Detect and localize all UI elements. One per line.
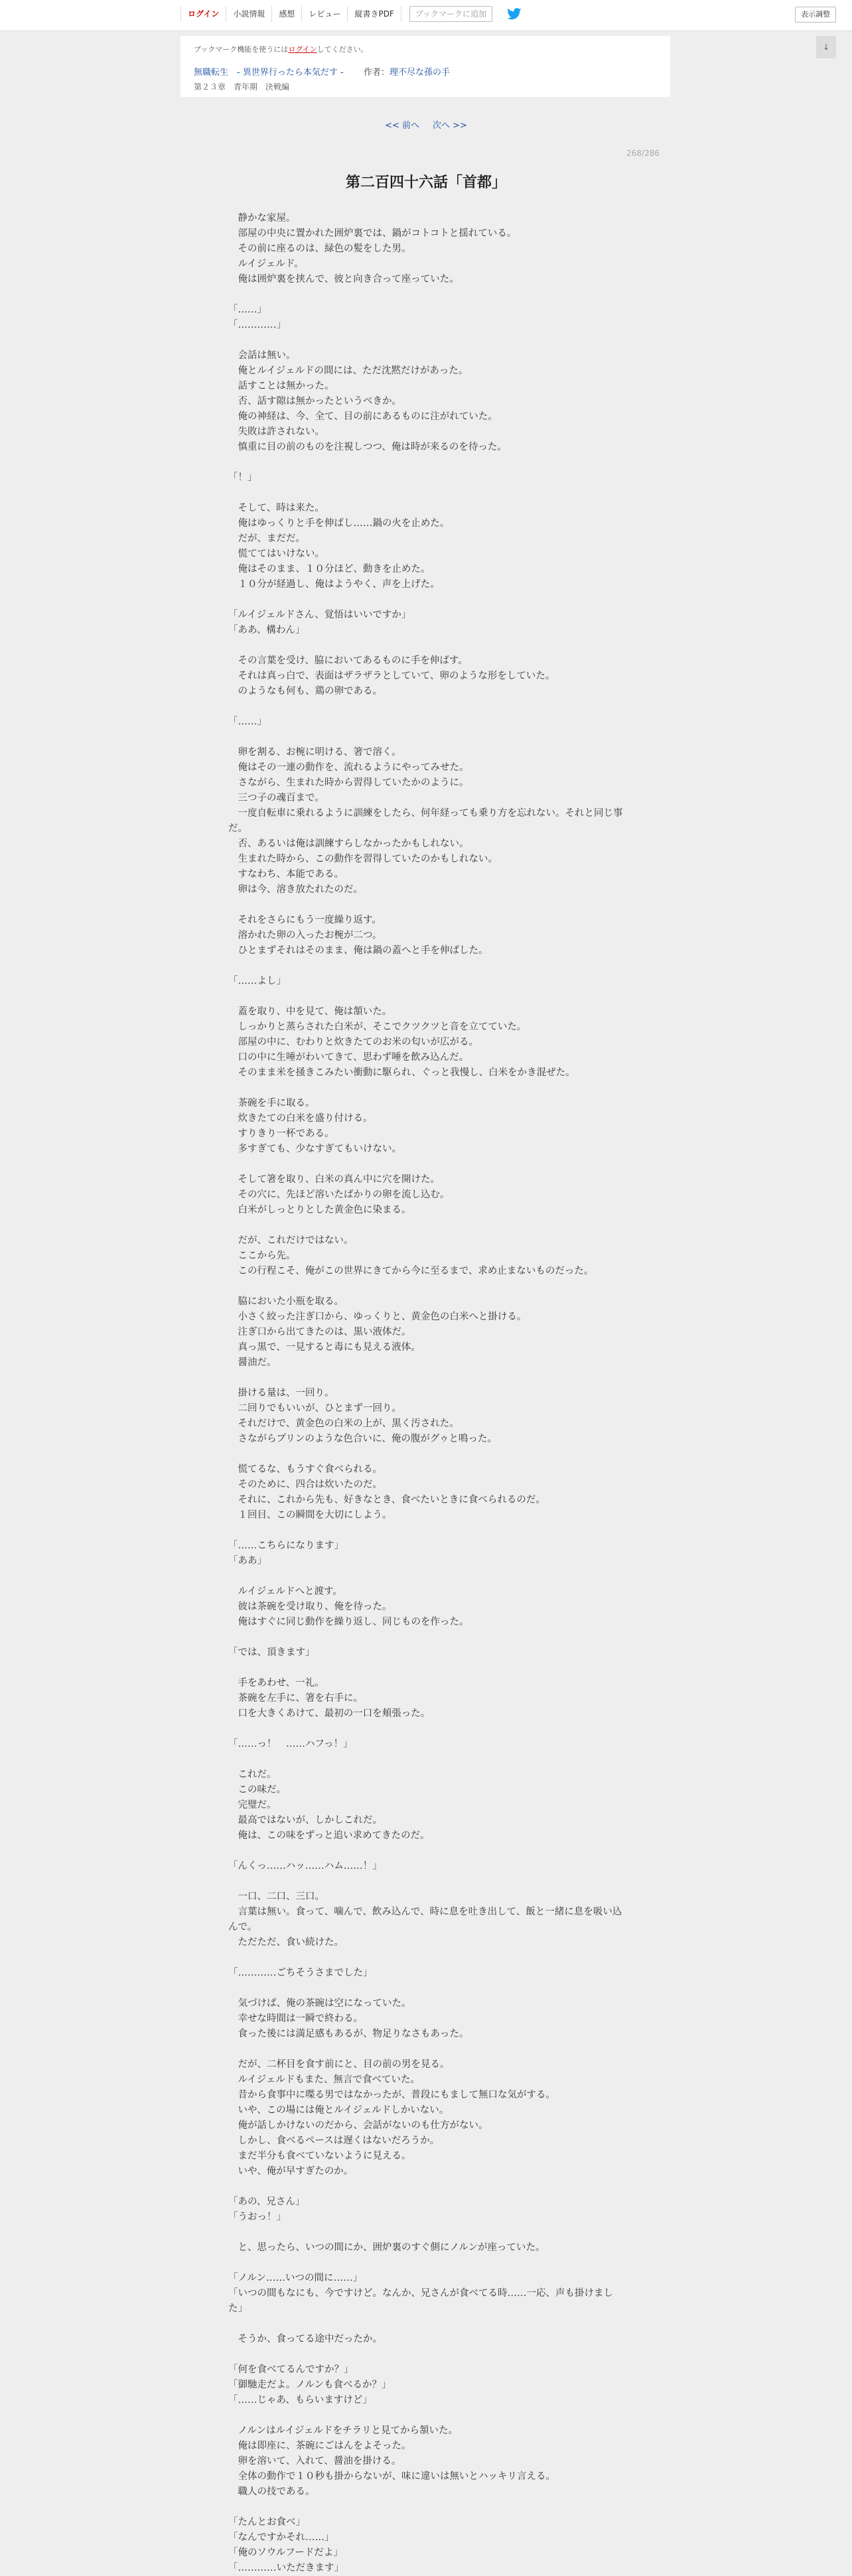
novel-paragraph: 「ああ、構わん」 — [228, 625, 305, 636]
novel-paragraph: 否、あるいは俺は訓練すらしなかったかもしれない。 — [228, 839, 469, 849]
novel-paragraph: 「……」 — [228, 716, 267, 727]
novel-paragraph: 慌ててはいけない。 — [228, 549, 324, 559]
novel-paragraph: 「たんとお食べ」 — [228, 2517, 305, 2528]
novel-paragraph: いや、この場には俺とルイジェルドしかいない。 — [228, 2105, 449, 2116]
novel-paragraph: 慎重に目の前のものを注視しつつ、俺は時が来るのを待った。 — [228, 442, 507, 452]
novel-paragraph — [228, 486, 624, 501]
novel-paragraph: 「何を食べてるんですか？」 — [228, 2364, 354, 2375]
novel-paragraph: 炊きたての白米を盛り付ける。 — [228, 1113, 373, 1124]
novel-paragraph: その前に座るのは、緑色の髪をした男。 — [228, 243, 411, 254]
novel-paragraph: 注ぎ口から出てきたのは、黒い液体だ。 — [228, 1327, 411, 1337]
novel-paragraph: 三つ子の魂百まで。 — [228, 793, 324, 803]
novel-paragraph: 口の中に生唾がわいてきて、思わず唾を飲み込んだ。 — [228, 1052, 469, 1063]
novel-paragraph: ひとまずそれはそのまま、俺は鍋の蓋へと手を伸ばした。 — [228, 945, 488, 956]
novel-paragraph: 俺はその一連の動作を、流れるようにやってみせた。 — [228, 762, 469, 773]
novel-paragraph: すなわち、本能である。 — [228, 869, 344, 880]
novel-paragraph: だが、まだだ。 — [228, 533, 305, 544]
novel-paragraph: 俺は即座に、茶碗にごはんをよそった。 — [228, 2441, 411, 2451]
novel-paragraph: 「あの、兄さん」 — [228, 2197, 305, 2207]
novel-paragraph: 「…………ごちそうさまでした」 — [228, 1968, 373, 1978]
novel-paragraph: 白米がしっとりとした黄金色に染まる。 — [228, 1205, 411, 1215]
note-suffix: してください。 — [317, 45, 368, 54]
novel-paragraph — [228, 2408, 624, 2423]
novel-paragraph — [228, 1722, 624, 1737]
novel-paragraph: そして、時は来た。 — [228, 503, 324, 513]
novel-paragraph: 言葉は無い。食って、噛んで、飲み込んで、時に息を吐き出して、飯と一緒に息を吸い込んで。 — [228, 1907, 622, 1932]
novel-paragraph: 小さく絞った注ぎ口から、ゆっくりと、黄金色の白米へと掛ける。 — [228, 1312, 527, 1322]
novel-paragraph: 俺の神経は、今、全て、目の前にあるものに注がれていた。 — [228, 411, 498, 422]
login-link[interactable]: ログイン — [180, 6, 226, 22]
novel-paragraph: 全体の動作で１０秒も掛からないが、味に違いは無いとハッキリ言える。 — [228, 2471, 555, 2482]
novel-paragraph: 「……こちらになります」 — [228, 1540, 344, 1551]
novel-paragraph — [228, 638, 624, 653]
novel-paragraph — [228, 1447, 624, 1462]
novel-paragraph: ルイジェルドへと渡す。 — [228, 1586, 342, 1597]
novel-paragraph — [228, 455, 624, 470]
novel-paragraph: それに、これから先も、好きなとき、食べたいときに食べられるのだ。 — [228, 1495, 545, 1505]
novel-paragraph: 一度自転車に乗れるように訓練をしたら、何年経っても乗り方を忘れない。それと同じ事だ。 — [228, 808, 623, 834]
novel-paragraph: 俺は、この味をずっと追い求めてきたのだ。 — [228, 1830, 430, 1841]
novel-paragraph — [228, 1630, 624, 1645]
novel-paragraph: 醤油だ。 — [228, 1357, 277, 1368]
novel-paragraph: 完璧だ。 — [228, 1800, 277, 1810]
novel-paragraph: 「うおっ！」 — [228, 2212, 286, 2222]
novel-paragraph: それだけで、黄金色の白米の上が、黒く汚された。 — [228, 1418, 459, 1429]
novel-paragraph: 卵は今、溶き放たれたのだ。 — [228, 884, 363, 895]
novel-paragraph — [228, 989, 624, 1004]
novel-paragraph — [228, 1661, 624, 1676]
novel-paragraph: １回目、この瞬間を大切にしよう。 — [228, 1510, 392, 1521]
note-login-link[interactable]: ログイン — [288, 45, 317, 54]
novel-paragraph — [228, 2347, 624, 2362]
novel-paragraph: 「俺のソウルフードだよ」 — [228, 2547, 343, 2558]
novel-paragraph — [228, 1874, 624, 1889]
impressions-link[interactable]: 感想 — [272, 6, 302, 22]
pager — [0, 118, 852, 131]
scroll-down-button[interactable]: ↓ — [816, 36, 836, 58]
novel-paragraph — [228, 2179, 624, 2195]
novel-paragraph: しかし、食べるペースは遅くはないだろうか。 — [228, 2135, 440, 2146]
novel-paragraph — [228, 2500, 624, 2515]
novel-paragraph: 俺はそのまま、１０分ほど、動きを止めた。 — [228, 564, 431, 575]
novel-title-line — [194, 65, 450, 78]
novel-paragraph: ルイジェルド。 — [228, 259, 304, 269]
bookmark-login-note — [194, 44, 368, 54]
novel-paragraph — [228, 1157, 624, 1172]
novel-paragraph: 「では、頂きます」 — [228, 1647, 315, 1658]
novel-paragraph: １０分が経過し、俺はようやく、声を上げた。 — [228, 579, 440, 590]
novel-paragraph: 「ルイジェルドさん、覚悟はいいですか」 — [228, 610, 411, 620]
novel-paragraph: 生まれた時から、この動作を習得していたのかもしれない。 — [228, 854, 498, 864]
novel-paragraph: 「んくっ……ハッ……ハム……！」 — [228, 1861, 382, 1871]
top-navigation — [0, 0, 852, 31]
novel-info-link[interactable]: 小説情報 — [226, 6, 272, 22]
novel-paragraph: まだ半分も食べていないように見える。 — [228, 2151, 411, 2161]
novel-paragraph: 茶碗を左手に、箸を右手に。 — [228, 1693, 363, 1704]
novel-paragraph: 否、話す隙は無かったというべきか。 — [228, 396, 401, 407]
novel-paragraph: 失敗は許されない。 — [228, 427, 324, 437]
novel-paragraph: ただただ、食い続けた。 — [228, 1937, 344, 1948]
novel-paragraph — [228, 2042, 624, 2057]
novel-paragraph — [228, 1523, 624, 1538]
novel-paragraph: 幸せな時間は一瞬で終わる。 — [228, 2013, 363, 2024]
prev-link[interactable]: << 前へ — [385, 121, 419, 131]
novel-paragraph: 卵を溶いて、入れて、醤油を掛ける。 — [228, 2456, 401, 2467]
novel-paragraph: 慌てるな、もうすぐ食べられる。 — [228, 1464, 382, 1475]
novel-paragraph: 静かな家屋。 — [228, 213, 296, 224]
novel-paragraph: 「いつの間もなにも、今ですけど。なんか、兄さんが食べてる時……一応、声も掛けました」 — [228, 2288, 613, 2314]
novel-paragraph: 気づけば、俺の茶碗は空になっていた。 — [228, 1998, 411, 2009]
novel-paragraph: 最高ではないが、しかしこれだ。 — [228, 1815, 382, 1826]
novel-paragraph: 会話は無い。 — [228, 350, 296, 361]
novel-paragraph: さながらプリンのような色合いに、俺の腹がグゥと鳴った。 — [228, 1434, 497, 1444]
novel-paragraph: 俺はすぐに同じ動作を繰り返し、同じものを作った。 — [228, 1617, 469, 1627]
novel-paragraph — [228, 2317, 624, 2332]
novel-paragraph: 「……じゃあ、もらいますけど」 — [228, 2395, 372, 2406]
novel-paragraph: 俺が話しかけないのだから、会話がないのも仕方がない。 — [228, 2120, 488, 2131]
novel-paragraph: それは真っ白で、表面はザラザラとしていて、卵のような形をしていた。 — [228, 671, 555, 681]
novel-paragraph: 「…………いただきます」 — [228, 2563, 344, 2573]
novel-paragraph: 「ああ」 — [228, 1556, 267, 1566]
add-bookmark-button[interactable]: ブックマークに追加 — [409, 6, 492, 22]
novel-paragraph — [228, 592, 624, 608]
novel-paragraph: 蓋を取り、中を見て、俺は頷いた。 — [228, 1006, 392, 1017]
novel-paragraph: 一口、二口、三口。 — [228, 1891, 324, 1902]
novel-paragraph: これだ。 — [228, 1769, 277, 1780]
novel-paragraph — [228, 1371, 624, 1386]
novel-paragraph: この行程こそ、俺がこの世界にきてから今に至るまで、求め止まないものだった。 — [228, 1266, 594, 1276]
novel-paragraph: その言葉を受け、脇においてあるものに手を伸ばす。 — [228, 655, 468, 666]
novel-paragraph: すりきり一杯である。 — [228, 1128, 334, 1139]
novel-paragraph — [228, 333, 624, 348]
note-prefix: ブックマーク機能を使うには — [194, 45, 289, 54]
novel-paragraph: 「……っ！ ……ハフっ！」 — [228, 1739, 353, 1749]
novel-paragraph: 「……」 — [228, 305, 267, 315]
novel-paragraph: ここから先。 — [228, 1251, 296, 1261]
episode-title: 第二百四十六話「首都」 — [345, 174, 506, 191]
novel-paragraph: 職人の技である。 — [228, 2486, 315, 2497]
novel-paragraph: 話すことは無かった。 — [228, 381, 334, 391]
novel-paragraph: そして箸を取り、白米の真ん中に穴を開けた。 — [228, 1174, 440, 1185]
novel-paragraph: 「…………」 — [228, 320, 286, 330]
novel-paragraph: 俺はゆっくりと手を伸ばし……鍋の火を止めた。 — [228, 518, 450, 529]
novel-paragraph: この味だ。 — [228, 1785, 286, 1795]
novel-paragraph — [228, 1081, 624, 1096]
novel-paragraph — [228, 1950, 624, 1966]
author-link[interactable]: 理不尽な孫の手 — [389, 68, 450, 78]
novel-paragraph — [228, 898, 624, 913]
novel-paragraph — [228, 2225, 624, 2240]
novel-paragraph: 真っ黒で、一見すると毒にも見える液体。 — [228, 1342, 421, 1353]
novel-paragraph: 「……よし」 — [228, 976, 286, 986]
display-settings-button[interactable]: 表示調整 — [795, 7, 836, 23]
novel-paragraph: 「御馳走だよ。ノルンも食べるか？」 — [228, 2380, 391, 2390]
author-label: 作者： — [363, 68, 390, 78]
novel-paragraph: 部屋の中に、むわりと炊きたてのお米の匂いが広がる。 — [228, 1037, 478, 1048]
novel-paragraph: それをさらにもう一度繰り返す。 — [228, 915, 382, 925]
novel-paragraph: 食った後には満足感もあるが、物足りなさもあった。 — [228, 2029, 469, 2039]
novel-paragraph — [228, 699, 624, 714]
novel-paragraph: そうか、食ってる途中だったか。 — [228, 2334, 382, 2344]
novel-paragraph: 「なんですかそれ……」 — [228, 2532, 334, 2543]
novel-paragraph: 脇においた小瓶を取る。 — [228, 1296, 344, 1307]
novel-paragraph — [228, 1752, 624, 1767]
vertical-pdf-link[interactable]: 縦書きPDF — [348, 6, 401, 22]
novel-paragraph: さながら、生まれた時から習得していたかのように。 — [228, 778, 469, 788]
chapter-title: 第２３章 青年期 決戦編 — [194, 82, 290, 92]
novel-info-box — [180, 36, 670, 97]
novel-paragraph: 手をあわせ、一礼。 — [228, 1678, 324, 1688]
novel-paragraph: 多すぎても、少なすぎてもいけない。 — [228, 1144, 401, 1154]
novel-paragraph: いや、俺が早すぎたのか。 — [228, 2166, 354, 2177]
novel-paragraph: だが、二杯目を食す前にと、目の前の男を見る。 — [228, 2059, 450, 2070]
next-link[interactable]: 次へ >> — [433, 121, 467, 131]
novel-paragraph: 「ノルン……いつの間に……」 — [228, 2273, 363, 2283]
novel-paragraph — [228, 287, 624, 303]
novel-paragraph — [228, 730, 624, 745]
novel-paragraph: そのために、四合は炊いたのだ。 — [228, 1479, 382, 1490]
novel-paragraph — [228, 1844, 624, 1859]
novel-paragraph: と、思ったら、いつの間にか、囲炉裏のすぐ側にノルンが座っていた。 — [228, 2242, 545, 2253]
novel-paragraph: 「！」 — [228, 472, 257, 483]
novel-paragraph — [228, 959, 624, 974]
review-link[interactable]: レビュー — [302, 6, 348, 22]
novel-paragraph: ルイジェルドもまた、無言で食べていた。 — [228, 2074, 420, 2085]
novel-body — [228, 211, 624, 2576]
novel-paragraph: 掛ける量は、一回り。 — [228, 1388, 334, 1398]
novel-paragraph: ノルンはルイジェルドをチラリと見てから頷いた。 — [228, 2425, 459, 2436]
novel-paragraph: その穴に、先ほど溶いたばかりの卵を流し込む。 — [228, 1189, 450, 1200]
novel-paragraph: 部屋の中央に置かれた囲炉裏では、鍋がコトコトと揺れている。 — [228, 228, 517, 239]
novel-paragraph: 俺は囲炉裏を挟んで、彼と向き合って座っていた。 — [228, 274, 459, 285]
twitter-icon[interactable] — [507, 8, 522, 20]
novel-paragraph — [228, 2256, 624, 2271]
novel-paragraph: 卵を割る、お椀に明ける、箸で溶く。 — [228, 747, 401, 758]
novel-paragraph: のようなも何も、鶏の卵である。 — [228, 686, 382, 697]
novel-paragraph: 溶かれた卵の入ったお椀が二つ。 — [228, 930, 382, 941]
novel-paragraph: 茶碗を手に取る。 — [228, 1098, 315, 1109]
page-count: 268/286 — [626, 149, 660, 158]
nav-menu — [180, 6, 522, 22]
novel-paragraph — [228, 1218, 624, 1233]
novel-paragraph — [228, 1981, 624, 1996]
novel-paragraph — [228, 1569, 624, 1584]
novel-paragraph: 彼は茶碗を受け取り、俺を待った。 — [228, 1601, 392, 1612]
novel-paragraph: 二回りでもいいが、ひとまず一回り。 — [228, 1403, 401, 1414]
novel-paragraph: 口を大きくあけて、最初の一口を頬張った。 — [228, 1708, 431, 1719]
novel-paragraph: 俺とルイジェルドの間には、ただ沈黙だけがあった。 — [228, 366, 468, 376]
novel-title-link[interactable]: 無職転生 - 異世界行ったら本気だす - — [194, 68, 344, 78]
novel-paragraph: しっかりと蒸らされた白米が、そこでクツクツと音を立てていた。 — [228, 1022, 527, 1032]
novel-paragraph — [228, 1279, 624, 1294]
novel-paragraph: 昔から食事中に喋る男ではなかったが、普段にもまして無口な気がする。 — [228, 2090, 555, 2100]
novel-paragraph: そのまま米を掻きこみたい衝動に駆られ、ぐっと我慢し、白米をかき混ぜた。 — [228, 1067, 575, 1078]
novel-paragraph: だが、これだけではない。 — [228, 1235, 354, 1246]
